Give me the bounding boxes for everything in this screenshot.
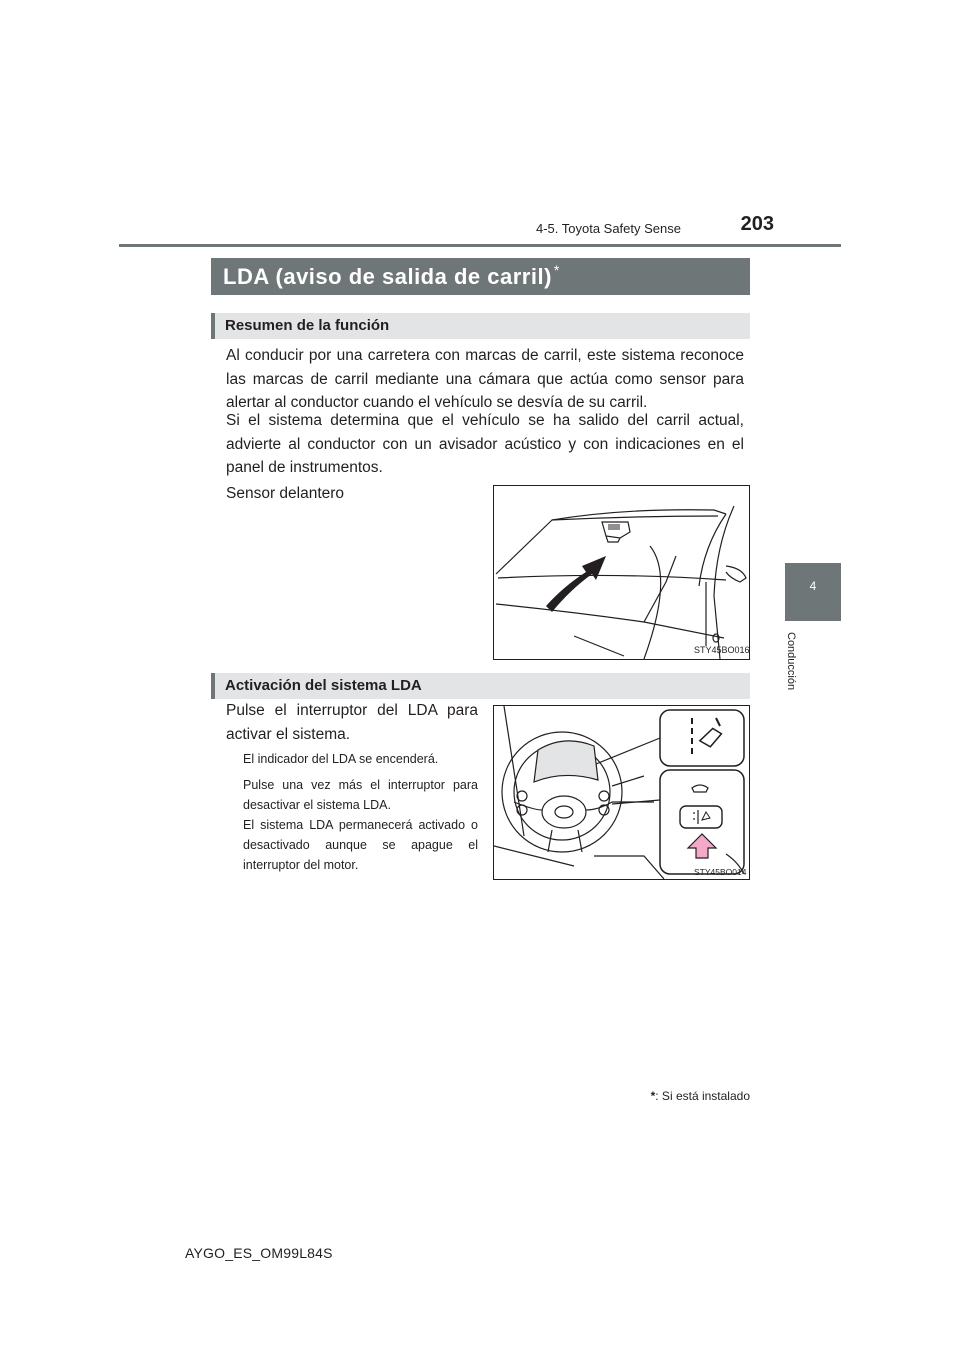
windshield-illustration: [494, 486, 749, 659]
lda-switch-figure-code: STY45BO014: [694, 867, 747, 877]
section-heading-summary: Resumen de la función: [211, 313, 750, 339]
lda-switch-figure: [493, 705, 750, 880]
summary-paragraph-1: Al conducir por una carretera con marcas de carril, este sistema reconoce las marcas de carril mediante una cámara que actúa como sensor para alertar al conductor cuando el vehículo se desvía de su carril.: [226, 347, 744, 411]
activation-note-2: Pulse una vez más el interruptor para desactivar el sistema LDA.: [243, 778, 478, 812]
document-code: AYGO_ES_OM99L84S: [185, 1245, 333, 1261]
summary-paragraph-2: Si el sistema determina que el vehículo se ha salido del carril actual, advierte al conductor con un avisador acústico y con indicaciones en el panel de instrumentos.: [226, 412, 744, 476]
chapter-label-text: Conducción: [785, 632, 797, 691]
section-reference: 4-5. Toyota Safety Sense: [535, 221, 681, 236]
page-title-text: LDA (aviso de salida de carril): [223, 264, 552, 289]
section-heading-activation: Activación del sistema LDA: [211, 673, 750, 699]
activation-note-1: El indicador del LDA se encenderá.: [243, 752, 439, 766]
footnote: [580, 1089, 750, 1103]
sensor-figure: [493, 485, 750, 660]
footnote-mark: *: [650, 1089, 656, 1103]
activation-note-3: El sistema LDA permanecerá activado o desactivado aunque se apague el interruptor del motor.: [243, 818, 478, 872]
activation-paragraph: Pulse el interruptor del LDA para activar el sistema.: [226, 702, 478, 743]
header-rule: [119, 244, 841, 247]
steering-wheel-illustration: [494, 706, 749, 879]
sensor-label: Sensor delantero: [226, 485, 345, 502]
sensor-figure-code: STY45BO016: [694, 645, 749, 655]
page-title: [211, 258, 750, 295]
page-number: 203: [740, 213, 774, 235]
installed-mark: *: [553, 262, 560, 278]
footnote-text: : Si está instalado: [655, 1089, 750, 1103]
chapter-tab: 4: [785, 563, 841, 621]
chapter-label: [785, 632, 805, 702]
